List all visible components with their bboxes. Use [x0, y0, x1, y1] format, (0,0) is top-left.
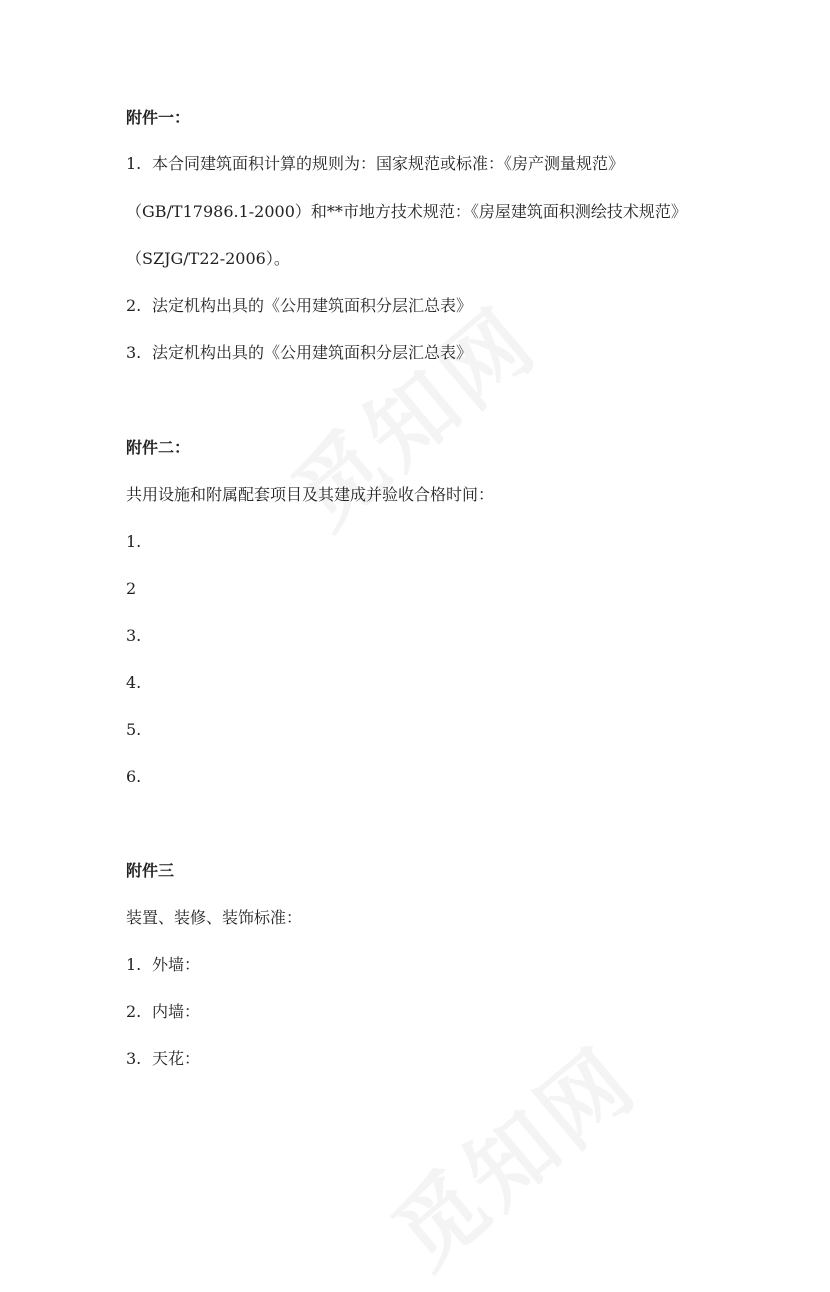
list-number: 3.: [126, 1049, 142, 1068]
attachment3-item-1: [126, 954, 200, 976]
attachment3-intro: 装置、装修、装饰标准：: [126, 908, 303, 927]
attachment1-item-1-cont: [126, 248, 290, 270]
list-item: 4.: [126, 673, 142, 692]
attachment1-item-3: [126, 342, 472, 364]
attachment3-item-2: [126, 1001, 200, 1023]
list-item: 5.: [126, 720, 142, 739]
attachment3-item-3: [126, 1048, 200, 1070]
list-text: 法定机构出具的《公用建筑面积分层汇总表》: [152, 343, 473, 362]
list-item: 6.: [126, 767, 142, 786]
list-text: 本合同建筑面积计算的规则为：国家规范或标准：《房产测量规范》: [152, 154, 625, 173]
list-text: （GB/T17986.1-2000）和**市地方技术规范：《房屋建筑面积测绘技术规范》: [126, 202, 687, 221]
list-text: 内墙：: [152, 1002, 201, 1021]
attachment2-intro: 共用设施和附属配套项目及其建成并验收合格时间：: [126, 485, 495, 504]
list-number: 1.: [126, 154, 142, 173]
watermark: [362, 1014, 659, 1292]
list-item: 2: [126, 579, 137, 598]
list-item: 3.: [126, 626, 142, 645]
list-number: 1.: [126, 955, 142, 974]
list-text: （SZJG/T22-2006）。: [126, 249, 290, 268]
attachment2-heading: 附件二：: [126, 438, 191, 457]
list-text: 天花：: [152, 1049, 201, 1068]
list-number: 2.: [126, 1002, 142, 1021]
list-item: 1.: [126, 532, 142, 551]
list-text: 法定机构出具的《公用建筑面积分层汇总表》: [152, 296, 473, 315]
attachment3-heading: 附件三: [126, 861, 175, 880]
list-text: 外墙：: [152, 955, 201, 974]
list-number: 3.: [126, 343, 142, 362]
attachment1-heading: 附件一：: [126, 108, 191, 127]
attachment1-item-2: [126, 295, 472, 317]
list-number: 2.: [126, 296, 142, 315]
attachment1-item-1: [126, 153, 624, 175]
attachment1-item-1-cont: [126, 201, 687, 223]
